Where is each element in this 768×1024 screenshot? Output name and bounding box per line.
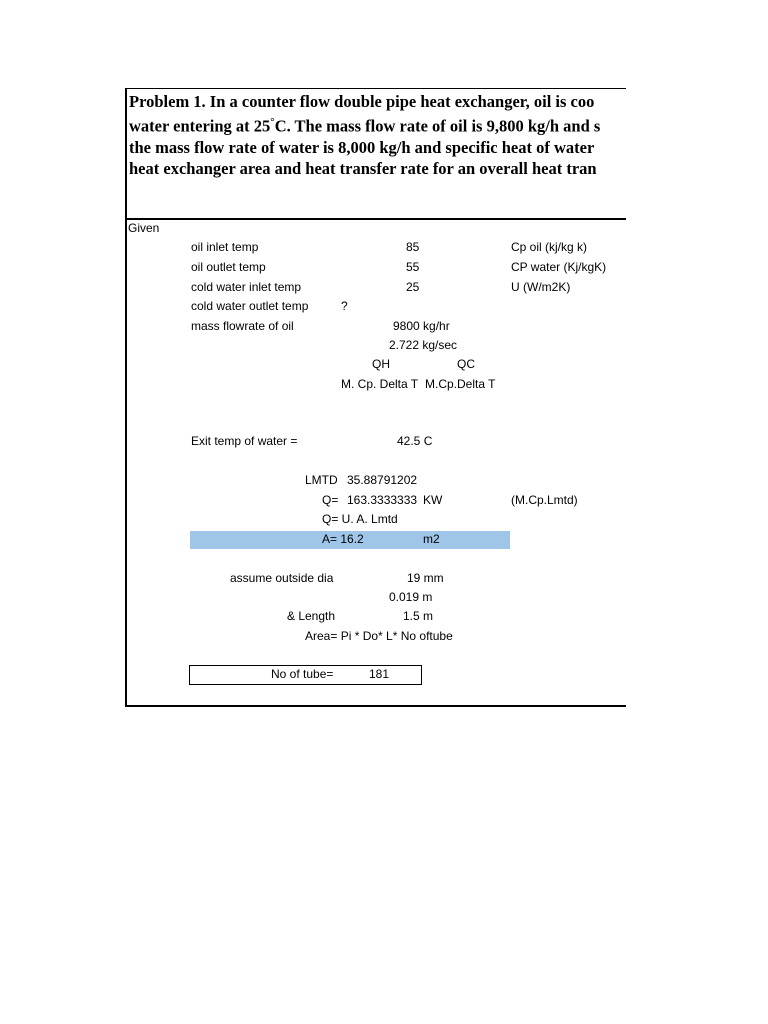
value-oil-inlet: 85 xyxy=(406,240,420,254)
label-outside-dia: assume outside dia xyxy=(230,571,334,585)
value-dia-m: 0.019 m xyxy=(389,590,433,604)
label-cp-oil: Cp oil (kj/kg k) xyxy=(511,240,588,254)
label-u-value: U (W/m2K) xyxy=(511,280,571,294)
area-formula: Area= Pi * Do* L* No oftube xyxy=(305,629,453,643)
problem-line-2-pre: water entering at 25 xyxy=(129,116,271,136)
label-oil-inlet: oil inlet temp xyxy=(191,240,259,254)
q-formula: Q= U. A. Lmtd xyxy=(322,512,398,526)
label-q: Q= xyxy=(322,493,339,507)
value-length: 1.5 m xyxy=(403,609,434,623)
value-lmtd: 35.88791202 xyxy=(347,473,418,487)
problem-line-1: Problem 1. In a counter flow double pipe heat exchanger, oil is coo xyxy=(129,92,595,111)
label-qc: QC xyxy=(457,357,475,371)
problem-line-4: heat exchanger area and heat transfer rate for an overall heat tran xyxy=(129,158,597,178)
equation-right: M.Cp.Delta T xyxy=(425,377,496,391)
value-cold-water-outlet: ? xyxy=(341,299,348,313)
unit-area: m2 xyxy=(423,532,440,546)
label-lmtd: LMTD xyxy=(305,473,338,487)
label-qh: QH xyxy=(372,357,390,371)
problem-statement xyxy=(129,91,626,179)
value-exit-temp: 42.5 C xyxy=(397,434,433,448)
equation-left: M. Cp. Delta T xyxy=(341,377,419,391)
label-mass-flow-oil: mass flowrate of oil xyxy=(191,319,294,333)
value-dia-mm: 19 mm xyxy=(407,571,444,585)
given-heading: Given xyxy=(128,221,160,235)
label-cold-water-inlet: cold water inlet temp xyxy=(191,280,302,294)
value-no-of-tube: 181 xyxy=(369,667,390,681)
spreadsheet-sheet xyxy=(125,88,626,707)
label-exit-temp: Exit temp of water = xyxy=(191,434,298,448)
label-no-of-tube: No of tube= xyxy=(271,667,334,681)
label-length: & Length xyxy=(287,609,336,623)
value-oil-outlet: 55 xyxy=(406,260,420,274)
problem-line-2 xyxy=(129,112,626,137)
value-mass-flow-oil: 9800 kg/hr xyxy=(393,319,450,333)
note-q: (M.Cp.Lmtd) xyxy=(511,493,578,507)
problem-line-3: the mass flow rate of water is 8,000 kg/h and specific heat of water xyxy=(129,137,595,157)
value-mass-flow-sec: 2.722 kg/sec xyxy=(389,338,458,352)
label-cold-water-outlet: cold water outlet temp xyxy=(191,299,309,313)
value-q: 163.3333333 xyxy=(347,493,418,507)
label-oil-outlet: oil outlet temp xyxy=(191,260,266,274)
label-area: A= 16.2 xyxy=(322,532,364,546)
unit-q: KW xyxy=(423,493,443,507)
divider-line xyxy=(127,218,626,220)
problem-line-2-post: C. The mass flow rate of oil is 9,800 kg/h and s xyxy=(274,116,601,136)
degree-sign: ° xyxy=(270,116,275,128)
value-cold-water-inlet: 25 xyxy=(406,280,420,294)
label-cp-water: CP water (Kj/kgK) xyxy=(511,260,607,274)
